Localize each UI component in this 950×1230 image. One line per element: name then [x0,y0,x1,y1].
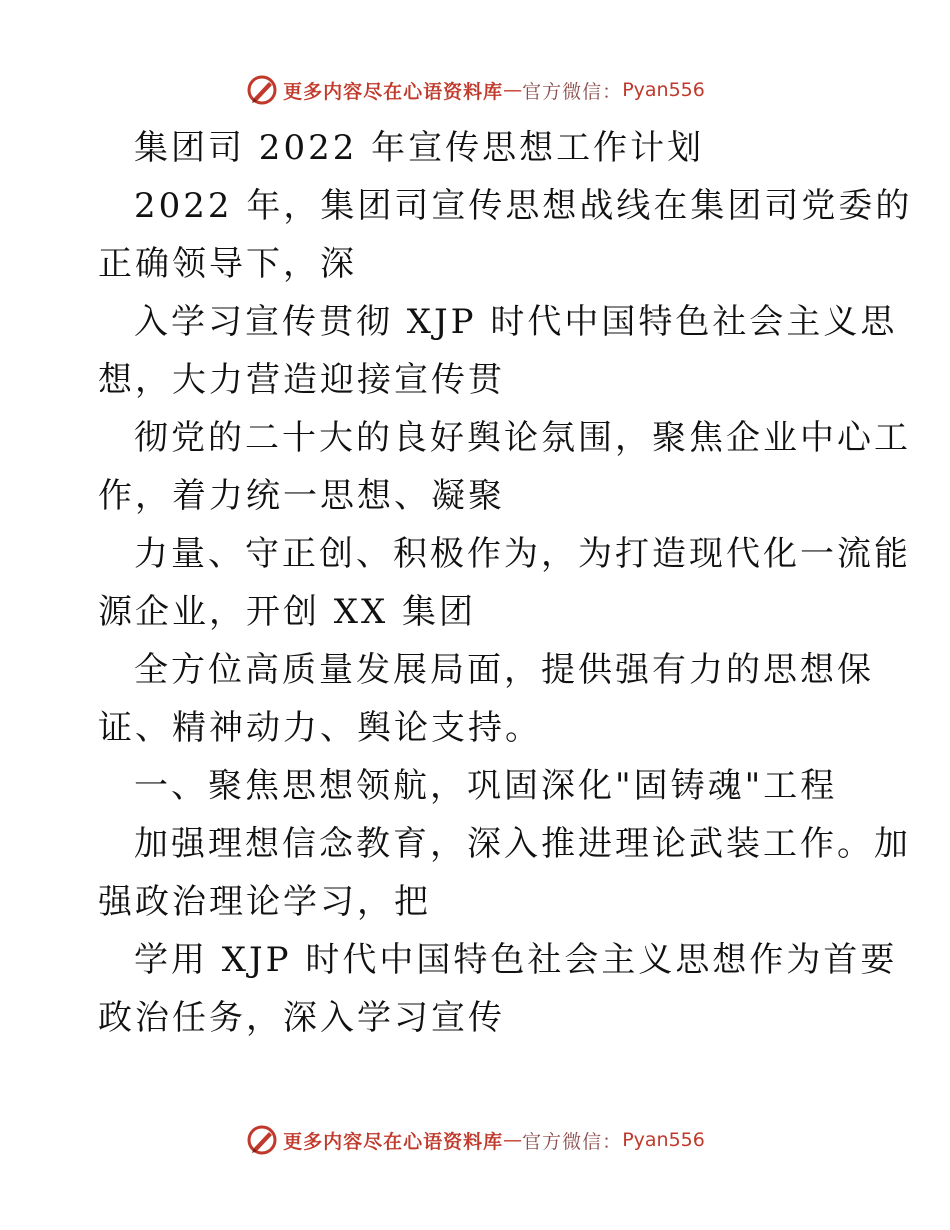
paragraph-line: 2022 年，集团司宣传思想战线在集团司党委的 [134,186,913,226]
document-title: 集团司 2022 年宣传思想工作计划 [134,128,705,168]
paragraph-line: 政治任务，深入学习宣传 [98,998,505,1038]
paragraph-line: 力量、守正创、积极作为，为打造现代化一流能 [134,534,911,574]
watermark-sub-text: 官方微信： [522,80,623,103]
paragraph-line: 加强理想信念教育，深入推进理论武装工作。加 [134,824,911,864]
paragraph-line: 证、精神动力、舆论支持。 [98,708,542,748]
paragraph-line: 全方位高质量发展局面，提供强有力的思想保 [134,650,874,690]
watermark-dash: — [503,79,523,101]
paragraph-line: 彻党的二十大的良好舆论氛围，聚焦企业中心工 [134,418,911,458]
paragraph-line: 作，着力统一思想、凝聚 [98,476,505,516]
footer-watermark [0,1120,950,1160]
watermark-sub-text: 官方微信： [522,1130,623,1153]
section-heading: 一、聚焦思想领航，巩固深化"固铸魂"工程 [134,766,838,806]
pen-logo-icon [245,73,279,107]
paragraph-line: 源企业，开创 XX 集团 [98,592,477,632]
paragraph-line: 强政治理论学习，把 [98,882,431,922]
paragraph-line: 想，大力营造迎接宣传贯 [98,360,505,400]
header-watermark [0,70,950,110]
paragraph-line: 入学习宣传贯彻 XJP 时代中国特色社会主义思 [134,302,898,342]
pen-logo-icon [245,1123,279,1157]
watermark-main-text: 更多内容尽在心语资料库 [283,1130,504,1153]
watermark-id: Pyan556 [622,1129,705,1151]
watermark-main-text: 更多内容尽在心语资料库 [283,80,504,103]
watermark-dash: — [503,1129,523,1151]
paragraph-line: 学用 XJP 时代中国特色社会主义思想作为首要 [134,940,898,980]
watermark-id: Pyan556 [622,79,705,101]
paragraph-line: 正确领导下，深 [98,244,357,284]
